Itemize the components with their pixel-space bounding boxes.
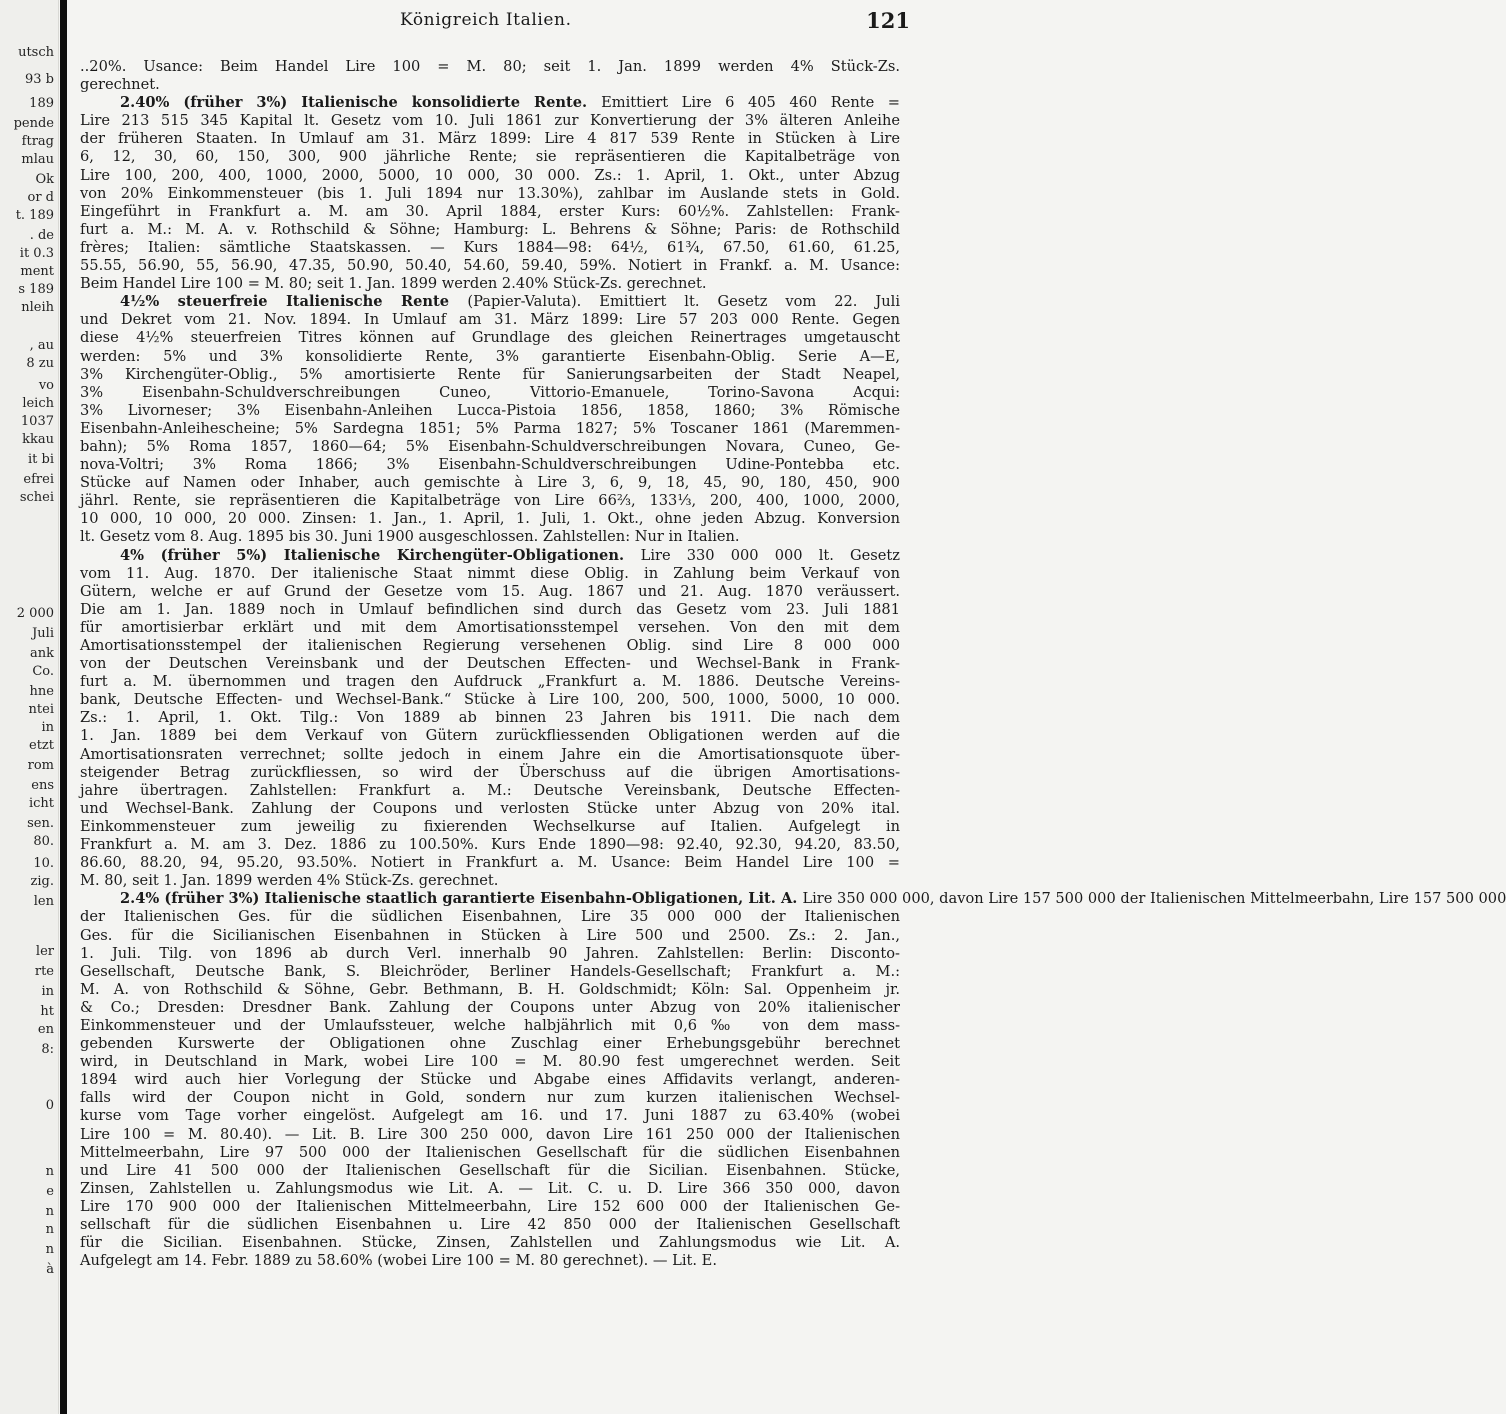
text-line: gebenden Kurswerte der Obligationen ohne Zuschlag einer Erhebungsgebühr berechnet: [80, 1035, 900, 1053]
margin-fragment: Juli: [32, 626, 54, 641]
section-heading: 4% (früher 5%) Italienische Kirchengüter-Obligationen.: [120, 546, 641, 564]
text-line: nova-Voltri; 3% Roma 1866; 3% Eisenbahn-Schuldverschreibungen Udine-Pontebba etc.: [80, 456, 900, 474]
margin-fragment: 189: [29, 96, 54, 111]
text-line: Stücke auf Namen oder Inhaber, auch gemischte à Lire 3, 6, 9, 18, 45, 90, 180, 450, 900: [80, 474, 900, 492]
text-line: jährl. Rente, sie repräsentieren die Kapitalbeträge von Lire 66⅔, 133⅓, 200, 400, 1000, 2000,: [80, 492, 900, 510]
text-line: furt a. M.: M. A. v. Rothschild & Söhne; Hamburg: L. Behrens & Söhne; Paris: de Rothschild: [80, 220, 900, 238]
text-line: jahre übertragen. Zahlstellen: Frankfurt a. M.: Deutsche Vereinsbank, Deutsche Effecten-: [80, 781, 900, 799]
text-line: Lire 170 900 000 der Italienischen Mittelmeerbahn, Lire 152 600 000 der Italienischen Ge-: [80, 1197, 900, 1215]
text-line: Zinsen, Zahlstellen u. Zahlungsmodus wie Lit. A. — Lit. C. u. D. Lire 366 350 000, davon: [80, 1179, 900, 1197]
margin-fragment: efrei: [23, 472, 54, 487]
margin-fragment: Ok: [35, 172, 54, 187]
margin-fragment: 8:: [41, 1042, 54, 1057]
text-line: 10 000, 10 000, 20 000. Zinsen: 1. Jan., 1. April, 1. Juli, 1. Okt., ohne jeden Abzug. Konversion: [80, 510, 900, 528]
margin-fragment: kkau: [22, 432, 54, 447]
text-line: Ges. für die Sicilianischen Eisenbahnen in Stücken à Lire 500 und 2500. Zs.: 2. Jan.,: [80, 926, 900, 944]
page-number: 121: [866, 8, 910, 33]
margin-fragment: ftrag: [21, 134, 54, 149]
text-line: 1. Jan. 1889 bei dem Verkauf von Gütern zurückfliessenden Obligationen werden auf die: [80, 727, 900, 745]
text-line: wird, in Deutschland in Mark, wobei Lire 100 = M. 80.90 fest umgerechnet werden. Seit: [80, 1053, 900, 1071]
margin-fragment: t. 189: [15, 208, 54, 223]
adjacent-page-edge: [0, 0, 59, 1414]
margin-fragment: leich: [22, 396, 54, 411]
paragraph: [80, 547, 900, 891]
margin-fragment: vo: [38, 378, 54, 393]
text-line: gerechnet.: [80, 76, 160, 94]
margin-fragment: Co.: [32, 664, 54, 679]
text-line: 2.40% (früher 3%) Italienische konsolidierte Rente. Emittiert Lire 6 405 460 Rente =: [120, 94, 900, 112]
margin-fragment: in: [41, 984, 54, 999]
text-line: der früheren Staaten. In Umlauf am 31. März 1899: Lire 4 817 539 Rente in Stücken à Lire: [80, 130, 900, 148]
section-heading: 2.40% (früher 3%) Italienische konsolidierte Rente.: [120, 94, 602, 112]
text-line: ..20%. Usance: Beim Handel Lire 100 = M. 80; seit 1. Jan. 1899 werden 4% Stück-Zs.: [80, 58, 900, 75]
text-line: 4½% steuerfreie Italienische Rente (Papier-Valuta). Emittiert lt. Gesetz vom 22. Juli: [120, 293, 900, 311]
margin-fragment: hne: [29, 684, 54, 699]
margin-fragment: icht: [28, 796, 54, 811]
margin-fragment: it 0.3: [19, 246, 54, 261]
text-line: vom 11. Aug. 1870. Der italienische Staat nimmt diese Oblig. in Zahlung beim Verkauf von: [80, 564, 900, 582]
text-line: kurse vom Tage vorher eingelöst. Aufgelegt am 16. und 17. Juni 1887 zu 63.40% (wobei: [80, 1107, 900, 1125]
margin-fragment: etzt: [29, 738, 54, 753]
text-line: werden: 5% und 3% konsolidierte Rente, 3% garantierte Eisenbahn-Oblig. Serie A—E,: [80, 347, 900, 365]
margin-fragment: ens: [31, 778, 54, 793]
text-line: lt. Gesetz vom 8. Aug. 1895 bis 30. Juni 1900 ausgeschlossen. Zahlstellen: Nur in Italien.: [80, 528, 740, 546]
margin-fragment: 1037: [20, 414, 54, 429]
text-line: frères; Italien: sämtliche Staatskassen. — Kurs 1884—98: 64½, 61¾, 67.50, 61.60, 61.25,: [80, 238, 900, 256]
margin-fragment: e: [46, 1184, 54, 1199]
text-line: Zs.: 1. April, 1. Okt. Tilg.: Von 1889 ab binnen 23 Jahren bis 1911. Die nach dem: [80, 709, 900, 727]
page-body: [80, 58, 1506, 1270]
text-line: von der Deutschen Vereinsbank und der Deutschen Effecten- und Wechsel-Bank in Frank-: [80, 655, 900, 673]
text-line: furt a. M. übernommen und tragen den Aufdruck „Frankfurt a. M. 1886. Deutsche Vereins-: [80, 673, 900, 691]
text-line: Eingeführt in Frankfurt a. M. am 30. April 1884, erster Kurs: 60½%. Zahlstellen: Frank-: [80, 202, 900, 220]
margin-fragment: rte: [34, 964, 54, 979]
margin-fragment: ler: [35, 944, 54, 959]
paragraph: [80, 890, 1506, 1270]
text-line: steigender Betrag zurückfliessen, so wird der Überschuss auf die übrigen Amortisations-: [80, 763, 900, 781]
margin-fragment: 80.: [33, 834, 54, 849]
text-line: Aufgelegt am 14. Febr. 1889 zu 58.60% (wobei Lire 100 = M. 80 gerechnet). — Lit. E.: [80, 1252, 717, 1270]
margin-fragment: 10.: [33, 856, 54, 871]
text-line: 86.60, 88.20, 94, 95.20, 93.50%. Notiert in Frankfurt a. M. Usance: Beim Handel Lire 100 =: [80, 854, 900, 872]
margin-fragment: à: [46, 1262, 54, 1277]
text-line: bahn); 5% Roma 1857, 1860—64; 5% Eisenbahn-Schuldverschreibungen Novara, Cuneo, Ge-: [80, 437, 900, 455]
margin-fragment: 2 000: [16, 606, 54, 621]
margin-fragment: or d: [27, 190, 54, 205]
text-line: 3% Livorneser; 3% Eisenbahn-Anleihen Lucca-Pistoia 1856, 1858, 1860; 3% Römische: [80, 401, 900, 419]
text-line: Lire 100 = M. 80.40). — Lit. B. Lire 300 250 000, davon Lire 161 250 000 der Italienischen: [80, 1125, 900, 1143]
text-line: für die Sicilian. Eisenbahnen. Stücke, Zinsen, Zahlstellen und Zahlungsmodus wie Lit. A.: [80, 1234, 900, 1252]
margin-fragment: n: [45, 1222, 54, 1237]
margin-fragment: 0: [45, 1098, 54, 1113]
text-line: Eisenbahn-Anleihescheine; 5% Sardegna 1851; 5% Parma 1827; 5% Toscaner 1861 (Maremmen-: [80, 419, 900, 437]
margin-fragment: 8 zu: [26, 356, 54, 371]
text-line: M. 80, seit 1. Jan. 1899 werden 4% Stück-Zs. gerechnet.: [80, 872, 499, 890]
text-line: 3% Kirchengüter-Oblig., 5% amortisierte Rente für Sanierungsarbeiten der Stadt Neapel,: [80, 365, 900, 383]
text-line: Gütern, welche er auf Grund der Gesetze vom 15. Aug. 1867 und 21. Aug. 1870 veräussert.: [80, 582, 900, 600]
text-line: M. A. von Rothschild & Söhne, Gebr. Bethmann, B. H. Goldschmidt; Köln: Sal. Oppenheim jr.: [80, 980, 900, 998]
paragraph: [80, 94, 900, 293]
text-line: sellschaft für die südlichen Eisenbahnen u. Lire 42 850 000 der Italienischen Gesellschaft: [80, 1216, 900, 1233]
text-line: & Co.; Dresden: Dresdner Bank. Zahlung der Coupons unter Abzug von 20% italienischer: [80, 998, 900, 1016]
margin-fragment: n: [45, 1164, 54, 1179]
margin-fragment: ht: [40, 1004, 54, 1019]
text-line: Amortisationsstempel der italienischen Regierung versehenen Oblig. sind Lire 8 000 000: [80, 637, 900, 654]
text-line: Frankfurt a. M. am 3. Dez. 1886 zu 100.50%. Kurs Ende 1890—98: 92.40, 92.30, 94.20, 83.50,: [80, 836, 900, 854]
text-line: Die am 1. Jan. 1889 noch in Umlauf befindlichen sind durch das Gesetz vom 23. Juli 1881: [80, 600, 900, 618]
margin-fragment: rom: [27, 758, 54, 773]
margin-fragment: utsch: [18, 45, 54, 60]
text-line: von 20% Einkommensteuer (bis 1. Juli 1894 nur 13.30%), zahlbar im Auslande stets in Gold.: [80, 184, 900, 202]
margin-fragment: en: [37, 1022, 54, 1037]
text-line: 6, 12, 30, 60, 150, 300, 900 jährliche Rente; sie repräsentieren die Kapitalbeträge von: [80, 148, 900, 166]
margin-fragment: ank: [29, 646, 54, 661]
text-line: 55.55, 56.90, 55, 56.90, 47.35, 50.90, 50.40, 54.60, 59.40, 59%. Notiert in Frankf. a. M. Usance:: [80, 257, 900, 275]
text-line: für amortisierbar erklärt und mit dem Amortisationsstempel versehen. Von den mit dem: [80, 618, 900, 636]
text-line: Lire 213 515 345 Kapital lt. Gesetz vom 10. Juli 1861 zur Konvertierung der 3% älteren Anleihe: [80, 112, 900, 130]
margin-fragment: in: [41, 720, 54, 735]
text-line: Gesellschaft, Deutsche Bank, S. Bleichröder, Berliner Handels-Gesellschaft; Frankfurt a. M.:: [80, 962, 900, 980]
margin-fragment: it bi: [28, 452, 54, 467]
text-line: Beim Handel Lire 100 = M. 80; seit 1. Jan. 1899 werden 2.40% Stück-Zs. gerechnet.: [80, 275, 707, 293]
text-line: und Lire 41 500 000 der Italienischen Gesellschaft für die Sicilian. Eisenbahnen. Stücke,: [80, 1161, 900, 1179]
margin-fragment: zig.: [30, 874, 54, 889]
margin-fragment: pende: [13, 116, 54, 131]
section-heading: 4½% steuerfreie Italienische Rente: [120, 293, 468, 311]
page-header: [80, 8, 910, 38]
text-line: und Wechsel-Bank. Zahlung der Coupons und verlosten Stücke unter Abzug von 20% ital.: [80, 799, 900, 817]
text-line: falls wird der Coupon nicht in Gold, sondern nur zum kurzen italienischen Wechsel-: [80, 1089, 900, 1107]
running-title: Königreich Italien.: [400, 10, 572, 30]
text-line: Amortisationsraten verrechnet; sollte jedoch in einem Jahre ein die Amortisationsquote über-: [80, 745, 900, 763]
text-line: der Italienischen Ges. für die südlichen Eisenbahnen, Lire 35 000 000 der Italienischen: [80, 908, 900, 926]
margin-fragment: 93 b: [25, 72, 54, 87]
text-line: 1. Juli. Tilg. von 1896 ab durch Verl. innerhalb 90 Jahren. Zahlstellen: Berlin: Disconto-: [80, 944, 900, 962]
text-line: diese 4½% steuerfreien Titres können auf Grundlage des gleichen Reinertrages umgetauscht: [80, 329, 900, 347]
margin-fragment: nleih: [21, 300, 54, 315]
margin-fragment: len: [33, 894, 54, 909]
margin-fragment: n: [45, 1242, 54, 1257]
margin-fragment: , au: [29, 338, 54, 353]
text-line: Einkommensteuer und der Umlaufssteuer, welche halbjährlich mit 0,6‰ von dem mass-: [80, 1016, 900, 1034]
text-line: 3% Eisenbahn-Schuldverschreibungen Cuneo, Vittorio-Emanuele, Torino-Savona Acqui:: [80, 383, 900, 401]
margin-fragment: ment: [20, 264, 54, 279]
margin-fragment: . de: [29, 228, 54, 243]
text-line: Mittelmeerbahn, Lire 97 500 000 der Italienischen Gesellschaft für die südlichen Eisenbahnen: [80, 1143, 900, 1161]
margin-fragment: s 189: [18, 282, 54, 297]
text-line: 4% (früher 5%) Italienische Kirchengüter-Obligationen. Lire 330 000 000 lt. Gesetz: [120, 546, 900, 564]
paragraph: [80, 58, 900, 94]
text-line: Lire 100, 200, 400, 1000, 2000, 5000, 10 000, 30 000. Zs.: 1. April, 1. Okt., unter Abzug: [80, 166, 900, 184]
text-line: 2.4% (früher 3%) Italienische staatlich garantierte Eisenbahn-Obligationen, Lit. A. Lire 350 000 000, davon Lire 157 500 000 der Italienischen Mittelmeerbahn, Lire 157 500 000: [120, 890, 1506, 908]
margin-fragment: mlau: [21, 152, 54, 167]
binding-shadow: [60, 0, 67, 1414]
section-heading: 2.4% (früher 3%) Italienische staatlich garantierte Eisenbahn-Obligationen, Lit. A.: [120, 890, 803, 908]
margin-fragment: sen.: [27, 816, 54, 831]
paragraph: [80, 293, 900, 546]
margin-fragment: ntei: [28, 702, 54, 717]
text-line: bank, Deutsche Effecten- und Wechsel-Bank.“ Stücke à Lire 100, 200, 500, 1000, 5000, 10 000.: [80, 691, 900, 709]
text-line: 1894 wird auch hier Vorlegung der Stücke und Abgabe eines Affidavits verlangt, anderen-: [80, 1071, 900, 1089]
margin-fragment: n: [45, 1204, 54, 1219]
margin-fragment: schei: [19, 490, 54, 505]
text-line: und Dekret vom 21. Nov. 1894. In Umlauf am 31. März 1899: Lire 57 203 000 Rente. Gegen: [80, 311, 900, 329]
text-line: Einkommensteuer zum jeweilig zu fixierenden Wechselkurse auf Italien. Aufgelegt in: [80, 817, 900, 835]
